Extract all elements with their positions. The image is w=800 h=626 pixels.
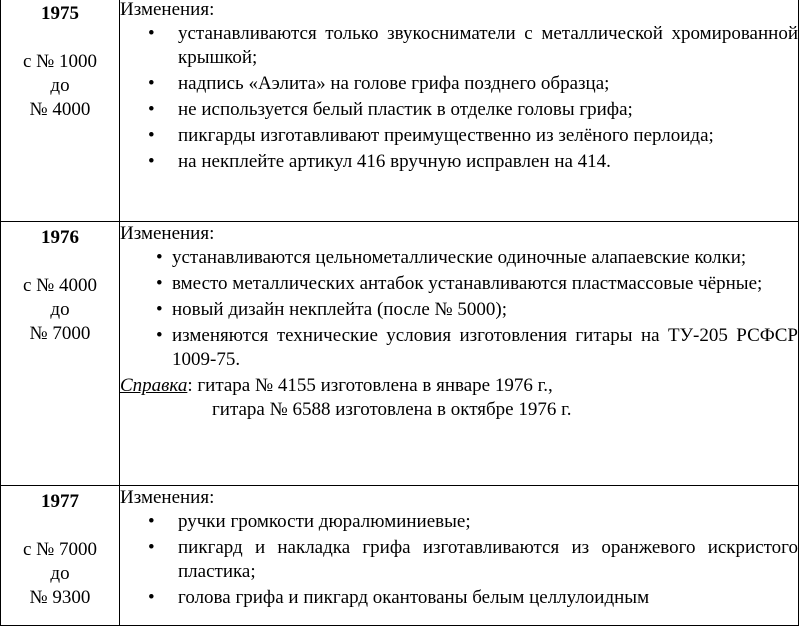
serial-range-to: № 9300	[29, 587, 91, 608]
list-item: • устанавливаются цельнометаллические одиночные алапаевские колки;	[120, 246, 798, 270]
list-item: • изменяются технические условия изготовления гитары на ТУ-205 РСФСР 1009-75.	[120, 324, 798, 372]
table-row	[1, 486, 799, 626]
serial-range-to-word: до	[50, 563, 70, 584]
changes-heading: Изменения:	[120, 223, 215, 244]
year-label: 1977	[41, 491, 79, 512]
changes-cell	[120, 486, 799, 626]
list-item: • пикгард и накладка грифа изготавливаются из оранжевого искристого пластика;	[120, 536, 798, 584]
changes-cell	[120, 222, 799, 486]
year-label: 1976	[41, 227, 79, 248]
list-item: • ручки громкости дюралюминиевые;	[120, 510, 798, 534]
list-item: • пикгарды изготавливают преимущественно из зелёного перлоида;	[120, 124, 798, 148]
reference-text-2: гитара № 6588 изготовлена в октябре 1976 г.	[212, 399, 572, 420]
serial-range-from: с № 7000	[22, 539, 98, 560]
list-item: • голова грифа и пикгард окантованы белым целлулоидным	[120, 586, 798, 610]
list-item: • надпись «Аэлита» на голове грифа позднего образца;	[120, 72, 798, 96]
serial-range-from: с № 4000	[22, 275, 98, 296]
serial-range-to: № 4000	[29, 99, 91, 120]
table-row	[1, 0, 799, 222]
serial-range-to-word: до	[50, 299, 70, 320]
year-cell	[1, 222, 120, 486]
reference-text-1: : гитара № 4155 изготовлена в январе 1976 г.,	[187, 375, 553, 396]
list-item: • устанавливаются только звукосниматели с металлической хромированной крышкой;	[120, 22, 798, 70]
serial-range-to-word: до	[50, 75, 70, 96]
reference-label: Справка	[120, 375, 188, 396]
changes-list	[120, 510, 798, 610]
reference-note	[120, 374, 798, 398]
changes-cell	[120, 0, 799, 222]
year-cell	[1, 0, 120, 222]
year-label: 1975	[41, 3, 79, 24]
list-item: • на некплейте артикул 416 вручную исправлен на 414.	[120, 150, 798, 174]
year-cell	[1, 486, 120, 626]
list-item: • новый дизайн некплейта (после № 5000);	[120, 298, 798, 322]
changes-heading: Изменения:	[120, 0, 215, 20]
table-row	[1, 222, 799, 486]
serial-range-to: № 7000	[29, 323, 91, 344]
list-item: • не используется белый пластик в отделке головы грифа;	[120, 98, 798, 122]
changes-list	[120, 246, 798, 372]
changes-heading: Изменения:	[120, 487, 215, 508]
list-item: • вместо металлических антабок устанавливаются пластмассовые чёрные;	[120, 272, 798, 296]
serial-range-from: с № 1000	[22, 51, 98, 72]
changes-list	[120, 22, 798, 174]
